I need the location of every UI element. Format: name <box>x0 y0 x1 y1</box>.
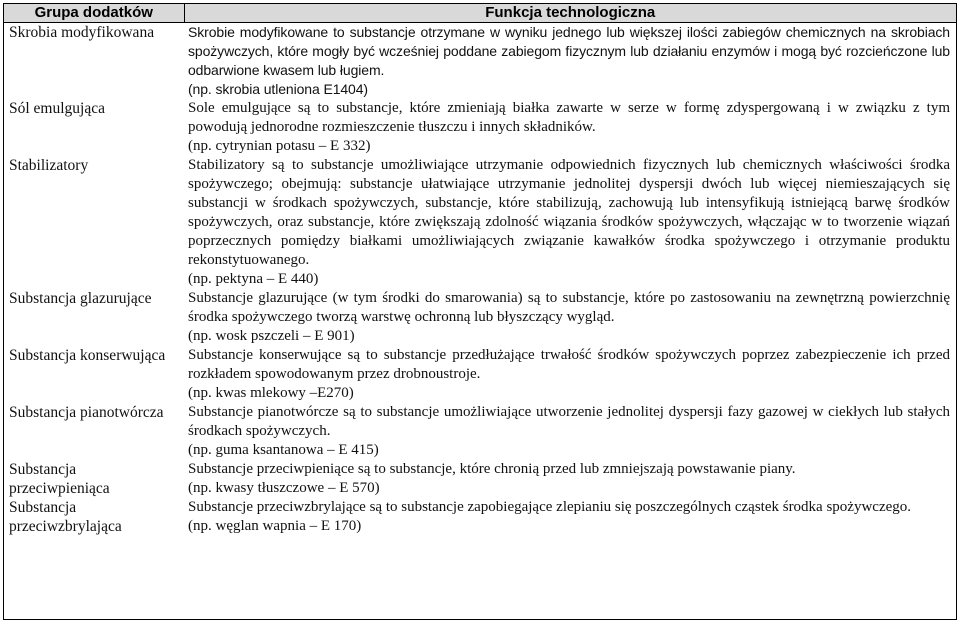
additives-table-frame <box>3 3 957 620</box>
group-cell: Substancja konserwująca <box>9 347 166 364</box>
description-text: Sole emulgujące są to substancje, które zmieniają białka zawarte w serze w formę zdyspergowaną i w związku z tym powodują jednorodne rozmieszczenie tłuszczu i innych składników. <box>188 100 950 135</box>
group-cell: Skrobia modyfikowana <box>9 24 155 41</box>
table-row <box>4 403 956 460</box>
group-cell: Substancja przeciwzbrylająca <box>9 499 122 535</box>
description-text: Substancje przeciwzbrylające są to substancje zapobiegające zlepianiu się poszczególnych cząstek środka spożywczego. <box>188 499 912 515</box>
group-cell: Substancja przeciwpieniąca <box>9 461 110 497</box>
food-additives-table <box>4 4 956 536</box>
description-text: Substancje glazurujące (w tym środki do smarowania) są to substancje, które po zastosowaniu na zewnętrzną powierzchnię środka spożywczego tworzą warstwę ochronną lub błyszczący wygląd. <box>188 290 950 325</box>
function-cell <box>184 23 956 100</box>
description-text: Substancje konserwujące są to substancje przedłużające trwałość środków spożywczych poprzez zabezpieczenie ich przed rozkładem spowodowanym przez drobnoustroje. <box>188 347 950 382</box>
description-text: Stabilizatory są to substancje umożliwiające utrzymanie odpowiednich fizycznych lub chemicznych właściwości środka spożywczego; obejmują: substancje ułatwiające utrzymanie jednolitej dyspersji dwóch lub więcej niemieszających się substancji w środkach spożywczych, substancje, które stabilizują, zachowują lub intensyfikują istniejącą barwę środków spożywczych, oraz substancje, które zwiększają zdolność wiązania środków spożywczych, włączając w to tworzenie wiązań poprzecznych pomiędzy białkami umożliwiających związanie kawałków środka spożywczego i otrzymanie produktu rekonstytuowanego. <box>188 157 950 268</box>
table-row <box>4 99 956 156</box>
description-text: Substancje przeciwpieniące są to substancje, które chronią przed lub zmniejszają powstawanie piany. <box>188 461 796 477</box>
group-cell: Sól emulgująca <box>9 100 105 117</box>
description-text: Substancje pianotwórcze są to substancje umożliwiające utworzenie jednolitej dyspersji fazy gazowej w ciekłych lub stałych środkach spożywczych. <box>188 404 950 439</box>
function-cell <box>184 289 956 346</box>
example-text: (np. guma ksantanowa – E 415) <box>188 442 379 458</box>
example-text: (np. skrobia utleniona E1404) <box>188 81 368 97</box>
function-cell <box>184 156 956 289</box>
table-row <box>4 498 956 536</box>
table-row <box>4 23 956 100</box>
function-cell <box>184 460 956 498</box>
example-text: (np. pektyna – E 440) <box>188 271 319 287</box>
function-cell <box>184 99 956 156</box>
header-group: Grupa dodatków <box>4 4 184 23</box>
table-row <box>4 460 956 498</box>
table-row <box>4 289 956 346</box>
table-row <box>4 156 956 289</box>
description-text: Skrobie modyfikowane to substancje otrzymane w wyniku jednego lub większej ilości zabiegów chemicznych na skrobiach spożywczych, które mogły być wcześniej poddane zabiegom fizycznym lub działaniu enzymów i mogą być rozcieńczone lub odbarwione kwasem lub ługiem. <box>188 24 950 78</box>
table-row <box>4 346 956 403</box>
group-cell: Stabilizatory <box>9 157 89 174</box>
function-cell <box>184 498 956 536</box>
example-text: (np. węglan wapnia – E 170) <box>188 518 362 534</box>
group-cell: Substancja glazurujące <box>9 290 152 307</box>
function-cell <box>184 403 956 460</box>
group-cell: Substancja pianotwórcza <box>9 404 164 421</box>
function-cell <box>184 346 956 403</box>
header-function: Funkcja technologiczna <box>184 4 956 23</box>
table-header-row <box>4 4 956 23</box>
example-text: (np. kwas mlekowy –E270) <box>188 385 354 401</box>
example-text: (np. kwasy tłuszczowe – E 570) <box>188 480 380 496</box>
example-text: (np. cytrynian potasu – E 332) <box>188 138 371 154</box>
example-text: (np. wosk pszczeli – E 901) <box>188 328 355 344</box>
